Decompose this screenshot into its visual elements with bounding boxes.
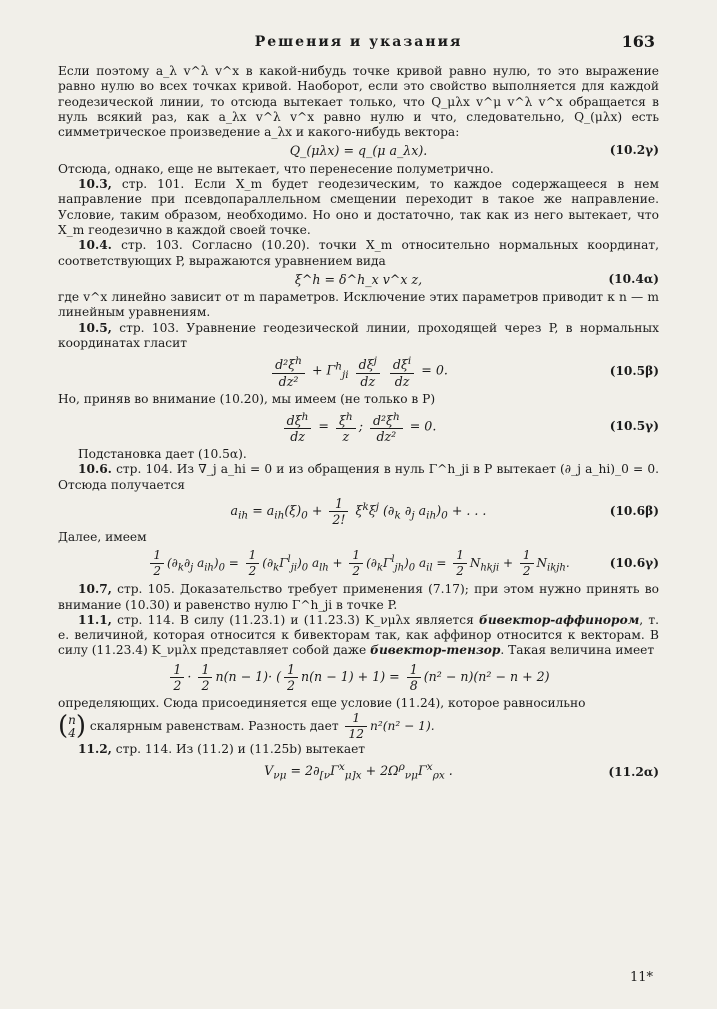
formula: $\frac{d^2\xi^h}{\text{dz²}}$ + $\Gamma^h_{ji}$ $\frac{d\xi^j}{dz}$ $\frac{d\xi^i}{dz}$ = 0. <box>269 354 448 388</box>
paragraph-text: , т. е. величиной, которая относится к бивекторам так, как аффинор относится к векторам. В силу (11.23.4) K_νμλx представляет собой даже <box>58 612 659 658</box>
section-number: 10.5, <box>78 320 112 335</box>
formula: Q_(μλx) = q_(μ a_λx). <box>289 143 428 159</box>
paragraph-10-7 <box>58 582 659 613</box>
equation-component-count <box>58 662 659 693</box>
equation-10-5-gamma <box>58 410 659 444</box>
paragraph-text: стр. 114. В силу (11.23.1) и (11.23.3) K_νμλx является <box>111 612 480 627</box>
section-number: 11.1, <box>78 612 112 627</box>
paragraph-text: стр. 103. Согласно (10.20). точки X_m относительно нормальных координат, соответствующих P, выражаются уравнением вида <box>58 238 659 268</box>
binomial-n-4: (n 4) <box>58 710 87 741</box>
paragraph-10-3 <box>58 177 659 238</box>
equation-10-4-alpha <box>58 272 659 287</box>
paragraph-8: Подстановка дает (10.5α). <box>78 447 247 462</box>
formula: $\frac{d\xi^h}{dz}$ = $\frac{\xi^h}{z}$ ; $\frac{d^2\xi^h}{\text{dz²}}$ = 0. <box>281 410 437 444</box>
equation-tag: (10.6γ) <box>609 556 659 571</box>
paragraph-10: Далее, имеем <box>58 529 147 544</box>
equation-10-5-beta <box>58 354 659 388</box>
running-head: Решения и указания <box>254 34 463 50</box>
equation-tag: (11.2α) <box>608 764 659 779</box>
paragraph-text: определяющих. Сюда присоединяется еще условие (11.24), которое равносильно <box>58 695 586 710</box>
inline-formula: $\frac{1}{12}$ n²(n² − 1). <box>342 719 434 733</box>
formula: ξ^h = δ^h_x v^x z, <box>294 271 423 287</box>
section-number: 10.6. <box>78 462 112 477</box>
paragraph-text: стр. 101. Если X_m будет геодезическим, то каждое содержащееся в нем направление при псевдопараллельном смещении переходит в такое же направление. Условие, таким образом, необходимо. Но оно и достаточно, так как из него вытекает, что X_m геодезично в каждой своей точке. <box>58 177 659 237</box>
page-body <box>58 64 659 784</box>
section-number: 10.4. <box>78 238 112 253</box>
paragraph-text: стр. 114. Из (11.2) и (11.25b) вытекает <box>111 741 366 756</box>
equation-tag: (10.2γ) <box>609 143 659 158</box>
equation-10-6-beta <box>58 496 659 527</box>
formula: $V_{\nu\mu} = 2\partial_{[\nu}\Gamma^x_{\mu]x} + 2\Omega^\rho_{\nu\mu}\Gamma^x_{\rho x}$ . <box>264 761 453 782</box>
page-header <box>58 30 659 64</box>
paragraph-10-6 <box>58 462 659 493</box>
paragraph-text: стр. 105. Доказательство требует применения (7.17); при этом нужно принять во внимание (10.30) и равенство нулю Γ^h_ji в точке P. <box>58 582 659 612</box>
equation-tag: (10.5β) <box>609 363 659 378</box>
emphasis-term: бивектор-аффинором <box>479 612 640 627</box>
formula: $\frac{1}{2}$ ($\partial_k\partial_j$ $a_{ih})_0$ = $\frac{1}{2}$ $(\partial_k\Gamma^l_{ji})_0$ $a_{lh}$ + $\frac{1}{2}$ $(\partial_k\Gamma^l_{jh})_0$ $a_{il}$ = $\frac{1}{2}$ $N_{hkji}$ + $\frac{1}{2}$ $N_{ikjh}$. <box>147 548 569 579</box>
paragraph-2: Отсюда, однако, еще не вытекает, что перенесение полуметрично. <box>58 161 494 176</box>
equation-10-2-gamma <box>58 143 659 158</box>
section-number: 10.3, <box>78 177 112 192</box>
paragraph-10-4 <box>58 238 659 269</box>
equation-tag: (10.4α) <box>608 271 659 286</box>
section-number: 11.2, <box>78 741 112 756</box>
emphasis-term: бивектор-тензор <box>370 643 501 658</box>
printer-signature: 11* <box>629 970 653 985</box>
equation-10-6-gamma <box>58 548 659 579</box>
paragraph-1: Если поэтому a_λ v^λ v^x в какой-нибудь точке кривой равно нулю, то это выражение равно нулю во всех точках кривой. Наоборот, если это свойство выполняется для каждой геодезической линии, то отсюда вытекает только, что Q_μλx v^μ v^λ v^x обращается в нуль всякий раз, как a_λx v^λ v^x равно нулю и что, следовательно, Q_(μλx) есть симметрическое произведение a_λx и какого-нибудь вектора: <box>58 64 659 140</box>
paragraph-13 <box>58 696 659 742</box>
paragraph-11-2 <box>58 742 659 757</box>
paragraph-10-5 <box>58 321 659 352</box>
equation-tag: (10.5γ) <box>609 419 659 434</box>
equation-tag: (10.6β) <box>609 503 659 518</box>
formula: $\frac{1}{2}$ · $\frac{1}{2}$ n(n − 1)· ( $\frac{1}{2}$ n(n − 1) + 1) = $\frac{1}{8}$ (n² − n)(n² − n + 2) <box>167 662 549 693</box>
paragraph-text: стр. 104. Из ∇_j a_hi = 0 и из обращения в нуль Γ^h_ji в P вытекает (∂_j a_hi)_0 = 0. Отсюда получается <box>58 462 659 492</box>
page-number: 163 <box>621 32 655 51</box>
paragraph-5: где v^x линейно зависит от m параметров. Исключение этих параметров приводит к n — m линейным уравнениям. <box>58 290 659 320</box>
paragraph-7: Но, приняв во внимание (10.20), мы имеем (не только в P) <box>58 391 436 406</box>
formula: $a_{ih} = a_{ih}(\xi)_0$ + $\frac{1}{2!}$ $\xi^k\xi^j$ ($\partial_k$ $\partial_j$ $a_{ih})_0$ + . . . <box>230 495 487 527</box>
paragraph-text: скалярным равенствам. Разность дает <box>86 718 343 733</box>
section-number: 10.7, <box>78 582 112 597</box>
equation-11-2-alpha <box>58 760 659 784</box>
paragraph-11-1 <box>58 613 659 659</box>
paragraph-text: . Такая величина имеет <box>500 643 655 658</box>
paragraph-text: стр. 103. Уравнение геодезической линии, проходящей через P, в нормальных координатах гласит <box>58 320 659 351</box>
